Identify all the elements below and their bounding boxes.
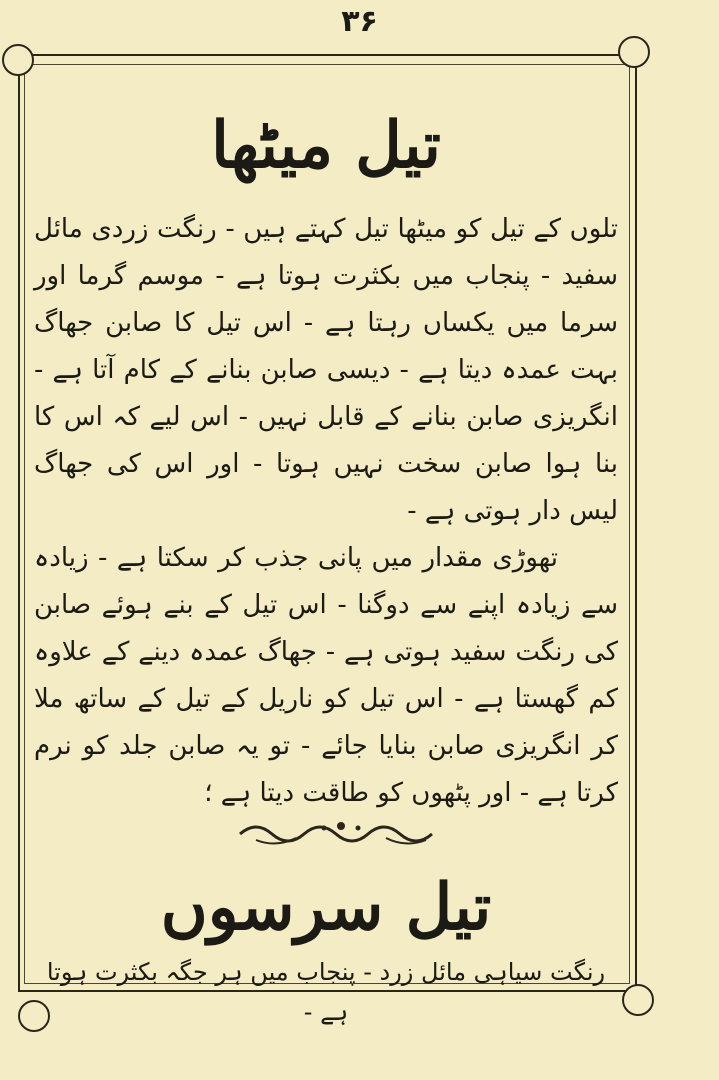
frame-corner-ornament: [622, 984, 654, 1016]
ornamental-divider: [236, 814, 446, 848]
page-number: ۳۶: [341, 4, 378, 39]
section-line: رنگت سیاہی مائل زرد - پنجاب میں ہر جگہ بکثرت ہوتا ہے -: [46, 958, 606, 1026]
frame-corner-ornament: [618, 36, 650, 68]
frame-corner-ornament: [2, 44, 34, 76]
section-body: [34, 206, 618, 817]
paragraph: تھوڑی مقدار میں پانی جذب کر سکتا ہے - زیادہ سے زیادہ اپنے سے دوگنا - اس تیل کے بنے ہوئے صابن کی رنگت سفید ہوتی ہے - جھاگ عمدہ دینے کے علاوہ کم گھستا ہے - اس تیل کو ناریل کے تیل کے ساتھ ملا کر انگریزی صابن بنایا جائے - تو یہ صابن جلد کو نرم کرتا ہے - اور پٹھوں کو طاقت دیتا ہے ؛: [34, 543, 618, 808]
section-heading: تیل میٹھا: [211, 108, 441, 183]
paragraph: تلوں کے تیل کو میٹھا تیل کہتے ہیں - رنگت زردی مائل سفید - پنجاب میں بکثرت ہوتا ہے - موسم گرما اور سرما میں یکساں رہتا ہے - اس تیل کا صابن جھاگ بہت عمدہ دیتا ہے - دیسی صابن بنانے کے کام آتا ہے - انگریزی صابن بنانے کے قابل نہیں - اس لیے کہ اس کا بنا ہوا صابن سخت نہیں ہوتا - اور اس کی جھاگ لیس دار ہوتی ہے -: [34, 214, 618, 526]
section-heading: تیل سرسوں: [160, 870, 492, 945]
